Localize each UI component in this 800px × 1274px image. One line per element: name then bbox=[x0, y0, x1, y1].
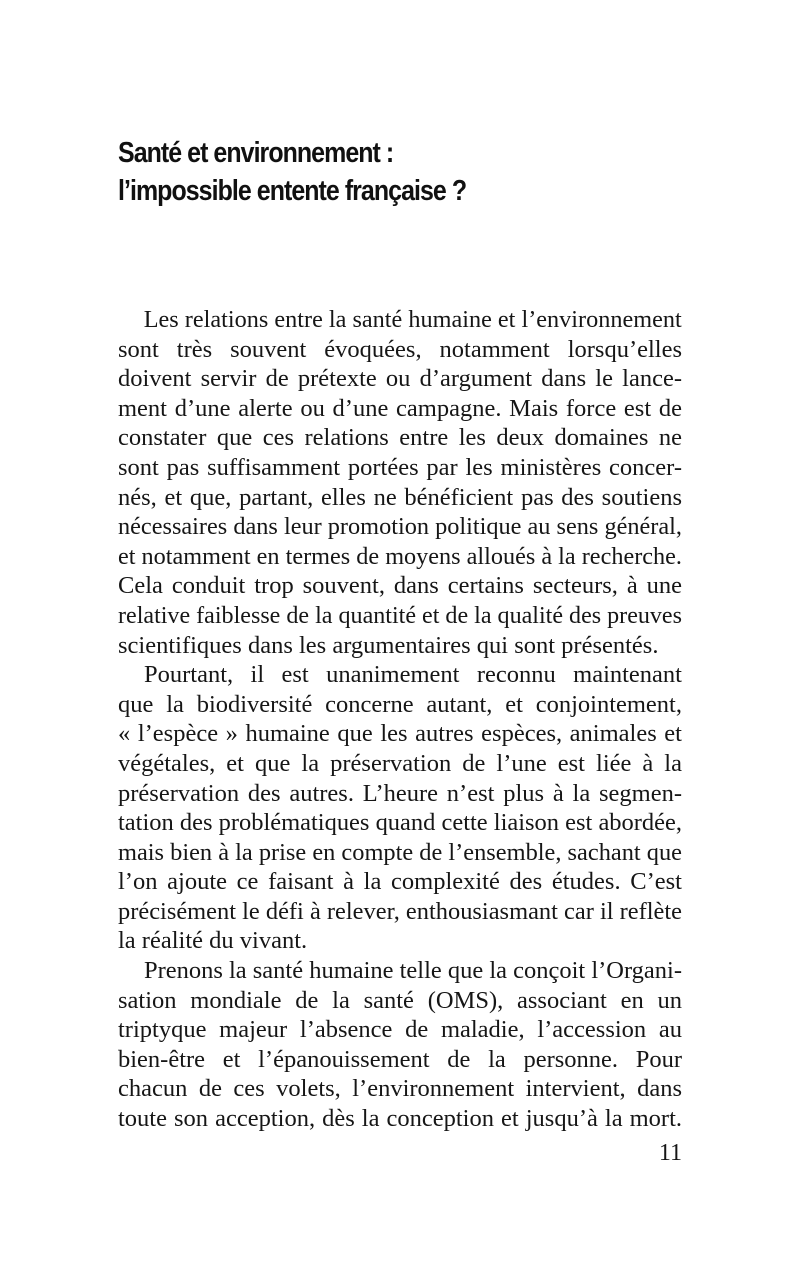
text-line: que la biodiversité concerne autant, et conjointement, bbox=[118, 690, 682, 718]
text-line: et notamment en termes de moyens alloués à la recherche. bbox=[118, 542, 682, 570]
text-line: Prenons la santé humaine telle que la conçoit l’Organi- bbox=[143, 957, 682, 985]
body-text bbox=[118, 305, 682, 1134]
text-line: la réalité du vivant. bbox=[118, 927, 308, 955]
text-line: ment d’une alerte ou d’une campagne. Mais force est de bbox=[118, 394, 682, 422]
text-line: Cela conduit trop souvent, dans certains secteurs, à une bbox=[118, 572, 682, 600]
chapter-title-line-1: Santé et environnement : bbox=[118, 137, 394, 169]
page-number: 11 bbox=[658, 1140, 682, 1166]
paragraph-2 bbox=[118, 660, 682, 956]
text-line: chacun de ces volets, l’environnement intervient, dans bbox=[118, 1075, 682, 1103]
text-line: nécessaires dans leur promotion politique au sens général, bbox=[118, 513, 683, 541]
text-line: bien-être et l’épanouissement de la personne. Pour bbox=[118, 1045, 682, 1073]
text-line: toute son acception, dès la conception et jusqu’à la mort. bbox=[118, 1105, 682, 1133]
text-line: sont pas suffisamment portées par les ministères concer- bbox=[118, 453, 682, 481]
text-line: Pourtant, il est unanimement reconnu maintenant bbox=[144, 661, 682, 689]
text-line: sont très souvent évoquées, notamment lorsqu’elles bbox=[118, 335, 682, 363]
paragraph-3 bbox=[118, 956, 682, 1134]
text-line: tation des problématiques quand cette liaison est abordée, bbox=[118, 809, 683, 837]
text-line: relative faiblesse de la quantité et de la qualité des preuves bbox=[118, 601, 682, 629]
text-line: triptyque majeur l’absence de maladie, l’accession au bbox=[118, 1016, 682, 1044]
text-line: Les relations entre la santé humaine et l’environnement bbox=[143, 306, 682, 333]
text-line: végétales, et que la préservation de l’une est liée à la bbox=[118, 749, 682, 777]
text-line: l’on ajoute ce faisant à la complexité des études. C’est bbox=[118, 868, 682, 896]
text-line: nés, et que, partant, elles ne bénéficient pas des soutiens bbox=[118, 483, 682, 511]
chapter-title bbox=[118, 134, 600, 210]
text-line: doivent servir de prétexte ou d’argument dans le lance- bbox=[118, 365, 682, 393]
text-line: constater que ces relations entre les deux domaines ne bbox=[118, 424, 682, 452]
text-line: scientifiques dans les argumentaires qui sont présentés. bbox=[118, 631, 659, 659]
paragraph-1 bbox=[118, 305, 682, 660]
text-line: préservation des autres. L’heure n’est plus à la segmen- bbox=[118, 779, 682, 807]
text-line: « l’espèce » humaine que les autres espèces, animales et bbox=[118, 720, 682, 748]
chapter-title-line-2: l’impossible entente française ? bbox=[118, 175, 467, 207]
text-line: précisément le défi à relever, enthousiasmant car il reflète bbox=[118, 897, 683, 925]
text-line: sation mondiale de la santé (OMS), associant en un bbox=[118, 986, 682, 1014]
text-line: mais bien à la prise en compte de l’ensemble, sachant que bbox=[118, 838, 682, 866]
